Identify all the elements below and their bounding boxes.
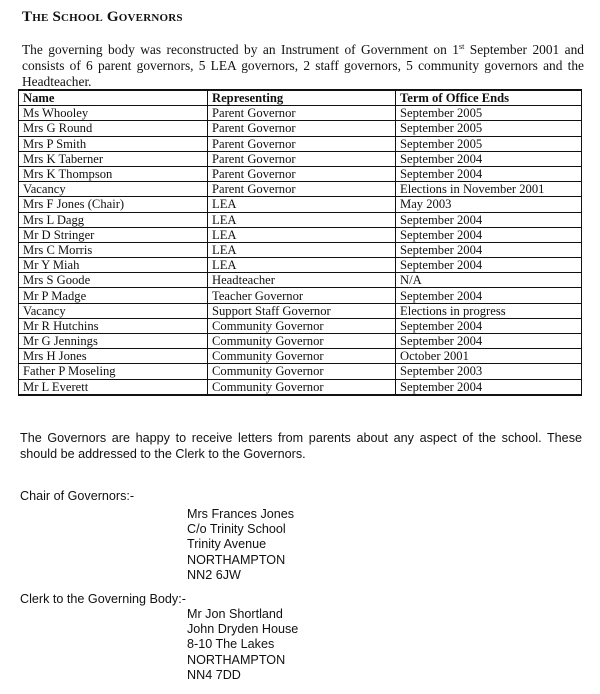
table-row	[19, 151, 582, 166]
cell-name: Mrs G Round	[19, 121, 208, 136]
cell-representing: Headteacher	[208, 273, 396, 288]
cell-name: Vacancy	[19, 182, 208, 197]
cell-name: Mrs H Jones	[19, 349, 208, 364]
clerk-label: Clerk to the Governing Body:-	[20, 592, 186, 606]
address-line: 8-10 The Lakes	[187, 637, 275, 652]
table-row	[19, 288, 582, 303]
cell-name: Mrs L Dagg	[19, 212, 208, 227]
cell-name: Mr G Jennings	[19, 334, 208, 349]
cell-representing: Community Governor	[208, 349, 396, 364]
cell-term-ends: September 2004	[396, 334, 582, 349]
column-header-representing: Representing	[208, 90, 396, 106]
cell-representing: LEA	[208, 197, 396, 212]
cell-representing: Community Governor	[208, 364, 396, 379]
cell-representing: LEA	[208, 258, 396, 273]
intro-ordinal: st	[458, 42, 465, 51]
cell-representing: Parent Governor	[208, 136, 396, 151]
column-header-term-ends: Term of Office Ends	[396, 90, 582, 106]
cell-term-ends: September 2004	[396, 151, 582, 166]
address-line: C/o Trinity School	[187, 522, 286, 537]
column-header-name: Name	[19, 90, 208, 106]
cell-name: Mrs P Smith	[19, 136, 208, 151]
cell-representing: Teacher Governor	[208, 288, 396, 303]
cell-term-ends: May 2003	[396, 197, 582, 212]
table-row	[19, 303, 582, 318]
cell-term-ends: Elections in November 2001	[396, 182, 582, 197]
table-row	[19, 136, 582, 151]
cell-name: Mr R Hutchins	[19, 318, 208, 333]
cell-name: Mr Y Miah	[19, 258, 208, 273]
intro-text-after: September 2001 and consists of 6 parent governors, 5 LEA governors, 2 staff governors, 5 community governors and the Headteacher.	[22, 42, 585, 89]
cell-term-ends: September 2005	[396, 106, 582, 121]
address-line: NN2 6JW	[187, 567, 241, 582]
address-line: NN4 7DD	[187, 667, 241, 682]
cell-representing: LEA	[208, 227, 396, 242]
cell-term-ends: Elections in progress	[396, 303, 582, 318]
table-row	[19, 121, 582, 136]
cell-term-ends: N/A	[396, 273, 582, 288]
cell-name: Mrs F Jones (Chair)	[19, 197, 208, 212]
cell-term-ends: September 2005	[396, 121, 582, 136]
cell-term-ends: September 2004	[396, 318, 582, 333]
table-row	[19, 227, 582, 242]
cell-name: Mr D Stringer	[19, 227, 208, 242]
table-row	[19, 166, 582, 181]
cell-representing: Parent Governor	[208, 182, 396, 197]
table-row	[19, 364, 582, 379]
table-row	[19, 334, 582, 349]
table-row	[19, 106, 582, 121]
table-row	[19, 182, 582, 197]
address-line: Mrs Frances Jones	[187, 507, 295, 521]
chair-address	[187, 507, 294, 583]
table-row	[19, 212, 582, 227]
cell-term-ends: September 2004	[396, 288, 582, 303]
cell-representing: Community Governor	[208, 318, 396, 333]
address-line: NORTHAMPTON	[187, 552, 286, 567]
letters-paragraph: The Governors are happy to receive letters from parents about any aspect of the school. These should be addressed to the Clerk to the Governors.	[20, 431, 582, 461]
table-row	[19, 197, 582, 212]
cell-name: Mrs K Taberner	[19, 151, 208, 166]
address-line: Trinity Avenue	[187, 537, 267, 552]
table-row	[19, 258, 582, 273]
cell-term-ends: September 2004	[396, 379, 582, 395]
page-title: The School Governors	[22, 9, 183, 25]
cell-name: Mrs S Goode	[19, 273, 208, 288]
cell-term-ends: September 2004	[396, 166, 582, 181]
table-row	[19, 273, 582, 288]
chair-label: Chair of Governors:-	[20, 489, 135, 503]
address-line: Mr Jon Shortland	[187, 607, 283, 621]
cell-name: Vacancy	[19, 303, 208, 318]
cell-name: Father P Moseling	[19, 364, 208, 379]
intro-text-before: The governing body was reconstructed by an Instrument of Government on 1	[22, 42, 459, 57]
table-row	[19, 318, 582, 333]
table-row	[19, 242, 582, 257]
cell-representing: LEA	[208, 212, 396, 227]
cell-representing: Parent Governor	[208, 151, 396, 166]
address-line: NORTHAMPTON	[187, 652, 286, 667]
cell-name: Ms Whooley	[19, 106, 208, 121]
cell-name: Mr P Madge	[19, 288, 208, 303]
intro-paragraph	[22, 42, 584, 90]
cell-representing: Parent Governor	[208, 106, 396, 121]
cell-representing: Support Staff Governor	[208, 303, 396, 318]
cell-name: Mrs C Morris	[19, 242, 208, 257]
cell-term-ends: September 2003	[396, 364, 582, 379]
table-row	[19, 349, 582, 364]
table-header-row	[19, 90, 582, 106]
cell-name: Mr L Everett	[19, 379, 208, 395]
cell-term-ends: September 2004	[396, 212, 582, 227]
cell-term-ends: September 2004	[396, 242, 582, 257]
cell-term-ends: September 2005	[396, 136, 582, 151]
address-line: John Dryden House	[187, 622, 299, 637]
cell-term-ends: October 2001	[396, 349, 582, 364]
cell-representing: Community Governor	[208, 334, 396, 349]
cell-representing: Community Governor	[208, 379, 396, 395]
cell-representing: Parent Governor	[208, 166, 396, 181]
cell-name: Mrs K Thompson	[19, 166, 208, 181]
cell-term-ends: September 2004	[396, 258, 582, 273]
cell-representing: LEA	[208, 242, 396, 257]
table-row	[19, 379, 582, 395]
cell-term-ends: September 2004	[396, 227, 582, 242]
cell-representing: Parent Governor	[208, 121, 396, 136]
governors-table	[18, 89, 582, 396]
clerk-address	[187, 607, 298, 683]
